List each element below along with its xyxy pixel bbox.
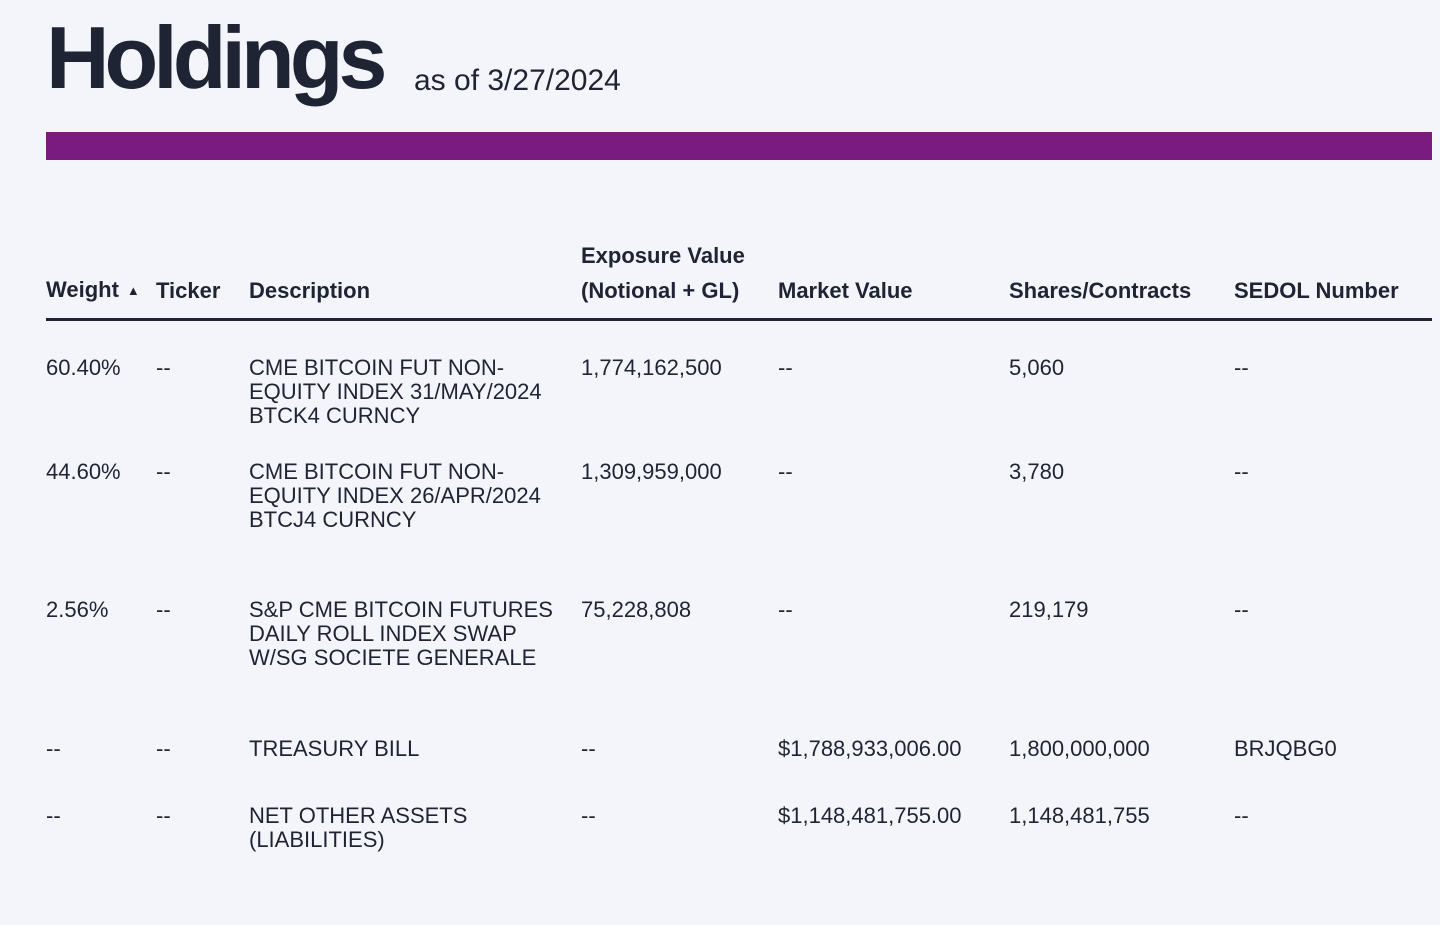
cell-shares: 3,780 [1009, 458, 1065, 484]
table-row [46, 737, 1432, 804]
table-row [46, 320, 1432, 460]
cell-ticker: -- [156, 355, 171, 380]
sort-ascending-icon[interactable]: ▲ [126, 283, 140, 298]
cell-exposure-value: 1,309,959,000 [581, 458, 722, 484]
cell-description: S&P CME BITCOIN FUTURES DAILY ROLL INDEX SWAP W/SG SOCIETE GENERALE [249, 597, 553, 670]
column-header-sublabel: (Notional + GL) [581, 278, 740, 303]
table-row [46, 598, 1432, 737]
cell-exposure-value: -- [581, 735, 596, 761]
cell-exposure-value: -- [581, 802, 596, 828]
column-header-label: Exposure Value [581, 243, 745, 268]
cell-sedol: BRJQBG0 [1234, 735, 1337, 761]
column-header-sedol[interactable]: SEDOL Number [1234, 238, 1432, 320]
cell-market-value: -- [778, 355, 793, 380]
table-header-row [46, 238, 1432, 320]
table-row [46, 804, 1432, 864]
cell-sedol: -- [1234, 597, 1249, 622]
cell-ticker: -- [156, 735, 171, 761]
cell-ticker: -- [156, 597, 171, 622]
column-header-market-value[interactable]: Market Value [778, 238, 1009, 320]
column-header-description[interactable]: Description [249, 238, 581, 320]
column-header-weight[interactable] [46, 238, 156, 320]
cell-shares: 1,148,481,755 [1009, 802, 1150, 828]
cell-market-value: $1,148,481,755.00 [778, 802, 962, 828]
cell-description: NET OTHER ASSETS (LIABILITIES) [249, 802, 468, 852]
page-title: Holdings [46, 8, 383, 107]
column-header-label: Weight [46, 277, 119, 302]
cell-description: CME BITCOIN FUT NON-EQUITY INDEX 26/APR/2024 BTCJ4 CURNCY [249, 458, 541, 532]
cell-exposure-value: 75,228,808 [581, 597, 692, 622]
cell-market-value: -- [778, 458, 793, 484]
cell-sedol: -- [1234, 355, 1249, 380]
cell-weight: 44.60% [46, 458, 121, 484]
cell-exposure-value: 1,774,162,500 [581, 355, 722, 380]
cell-weight: 2.56% [46, 597, 109, 622]
column-header-exposure-value[interactable] [581, 238, 778, 320]
holdings-table [46, 238, 1432, 864]
cell-market-value: $1,788,933,006.00 [778, 735, 962, 761]
cell-weight: -- [46, 735, 61, 761]
cell-ticker: -- [156, 458, 171, 484]
cell-sedol: -- [1234, 802, 1249, 828]
cell-shares: 1,800,000,000 [1009, 735, 1150, 761]
column-header-ticker[interactable]: Ticker [156, 238, 249, 320]
cell-ticker: -- [156, 802, 171, 828]
as-of-date: as of 3/27/2024 [414, 64, 621, 97]
table-row [46, 460, 1432, 599]
column-header-shares[interactable]: Shares/Contracts [1009, 238, 1234, 320]
cell-description: CME BITCOIN FUT NON-EQUITY INDEX 31/MAY/2024 BTCK4 CURNCY [249, 355, 542, 428]
cell-weight: 60.40% [46, 355, 121, 380]
cell-sedol: -- [1234, 458, 1249, 484]
cell-weight: -- [46, 802, 61, 828]
cell-market-value: -- [778, 597, 793, 622]
cell-shares: 5,060 [1009, 355, 1065, 380]
accent-bar [46, 132, 1432, 160]
cell-shares: 219,179 [1009, 597, 1089, 622]
cell-description: TREASURY BILL [249, 735, 420, 761]
